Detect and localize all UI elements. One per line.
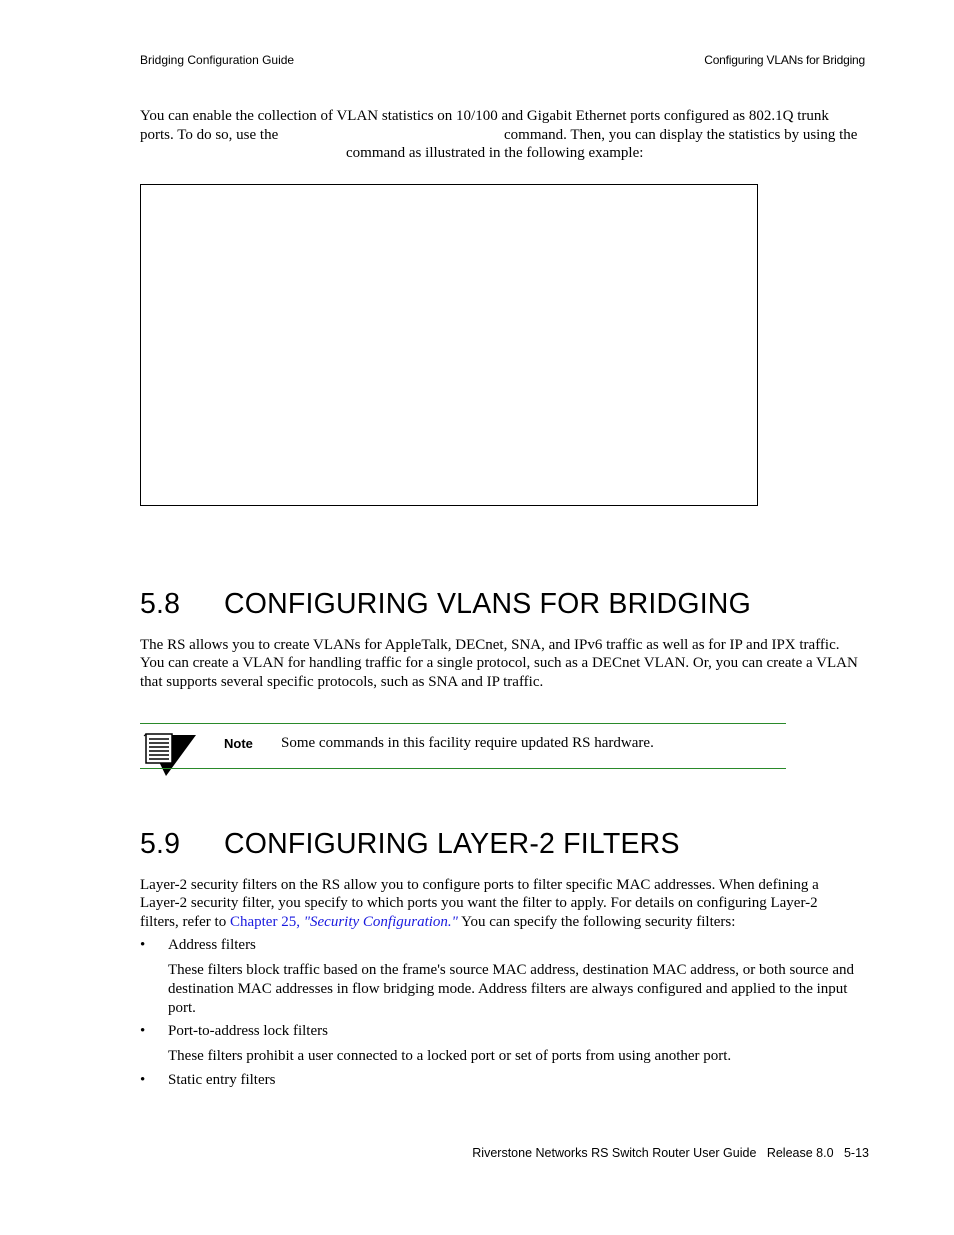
paragraph-line-with-link [140,914,735,931]
paragraph-line: that supports several specific protocols, such as SNA and IP traffic. [140,674,544,690]
section-heading-5-8 [140,588,751,621]
list-item-desc: These filters prohibit a user connected to a locked port or set of ports from using another port. [168,1048,732,1064]
section-heading-5-9 [140,828,680,861]
bullet-icon: • [140,1023,146,1039]
note-label: Note [224,736,253,751]
intro-line-1: You can enable the collection of VLAN statistics on 10/100 and Gigabit Ethernet ports configured as 802.1Q trunk [140,108,829,124]
list-item-label: Port-to-address lock filters [168,1023,328,1039]
note-text: Some commands in this facility require updated RS hardware. [281,735,654,751]
example-code-box [140,184,758,506]
section-title: CONFIGURING LAYER-2 FILTERS [224,828,680,860]
section-number: 5.8 [140,588,181,620]
footer-title: Riverstone Networks RS Switch Router User Guide [472,1146,757,1160]
list-item-desc: destination MAC addresses in flow bridging mode. Address filters are always configured and applied to the input [168,981,848,997]
security-configuration-link[interactable]: "Security Configuration." [303,914,458,930]
note-bottom-rule [140,768,786,769]
intro-line-3: command as illustrated in the following example: [346,145,644,161]
intro-line-2a: ports. To do so, use the [140,127,279,143]
footer-page-number: 5-13 [843,1146,869,1160]
paragraph-line: You can create a VLAN for handling traffic for a single protocol, such as a DECnet VLAN. Or, you can create a VLAN [140,655,858,671]
paragraph-line: The RS allows you to create VLANs for AppleTalk, DECnet, SNA, and IPv6 traffic as well as for IP and IPX traffic. [140,637,840,653]
footer-release: Release 8.0 [766,1146,834,1160]
bullet-icon: • [140,937,146,953]
paragraph-line: Layer-2 security filter, you specify to which ports you want the filter to apply. For details on configuring Layer-2 [140,895,818,911]
list-item-label: Static entry filters [168,1072,276,1088]
note-top-rule [140,723,786,724]
paragraph-line: Layer-2 security filters on the RS allow you to configure ports to filter specific MAC addresses. When defining a [140,877,819,893]
list-item-desc: These filters block traffic based on the frame's source MAC address, destination MAC address, or both source and [168,962,854,978]
section-number: 5.9 [140,828,181,860]
running-header-left: Bridging Configuration Guide [140,53,295,67]
running-footer [472,1146,869,1160]
list-item-label: Address filters [168,937,256,953]
section-title: CONFIGURING VLANS FOR BRIDGING [224,588,751,620]
note-pad-icon [143,731,199,777]
running-header-right: Configuring VLANs for Bridging [704,53,865,67]
list-item-desc: port. [168,1000,196,1016]
paragraph-text: filters, refer to [140,914,227,930]
paragraph-text: You can specify the following security filters: [461,914,736,930]
bullet-icon: • [140,1072,146,1088]
chapter-link[interactable]: Chapter 25, [229,914,300,930]
intro-line-2b: command. Then, you can display the statistics by using the [504,127,858,143]
